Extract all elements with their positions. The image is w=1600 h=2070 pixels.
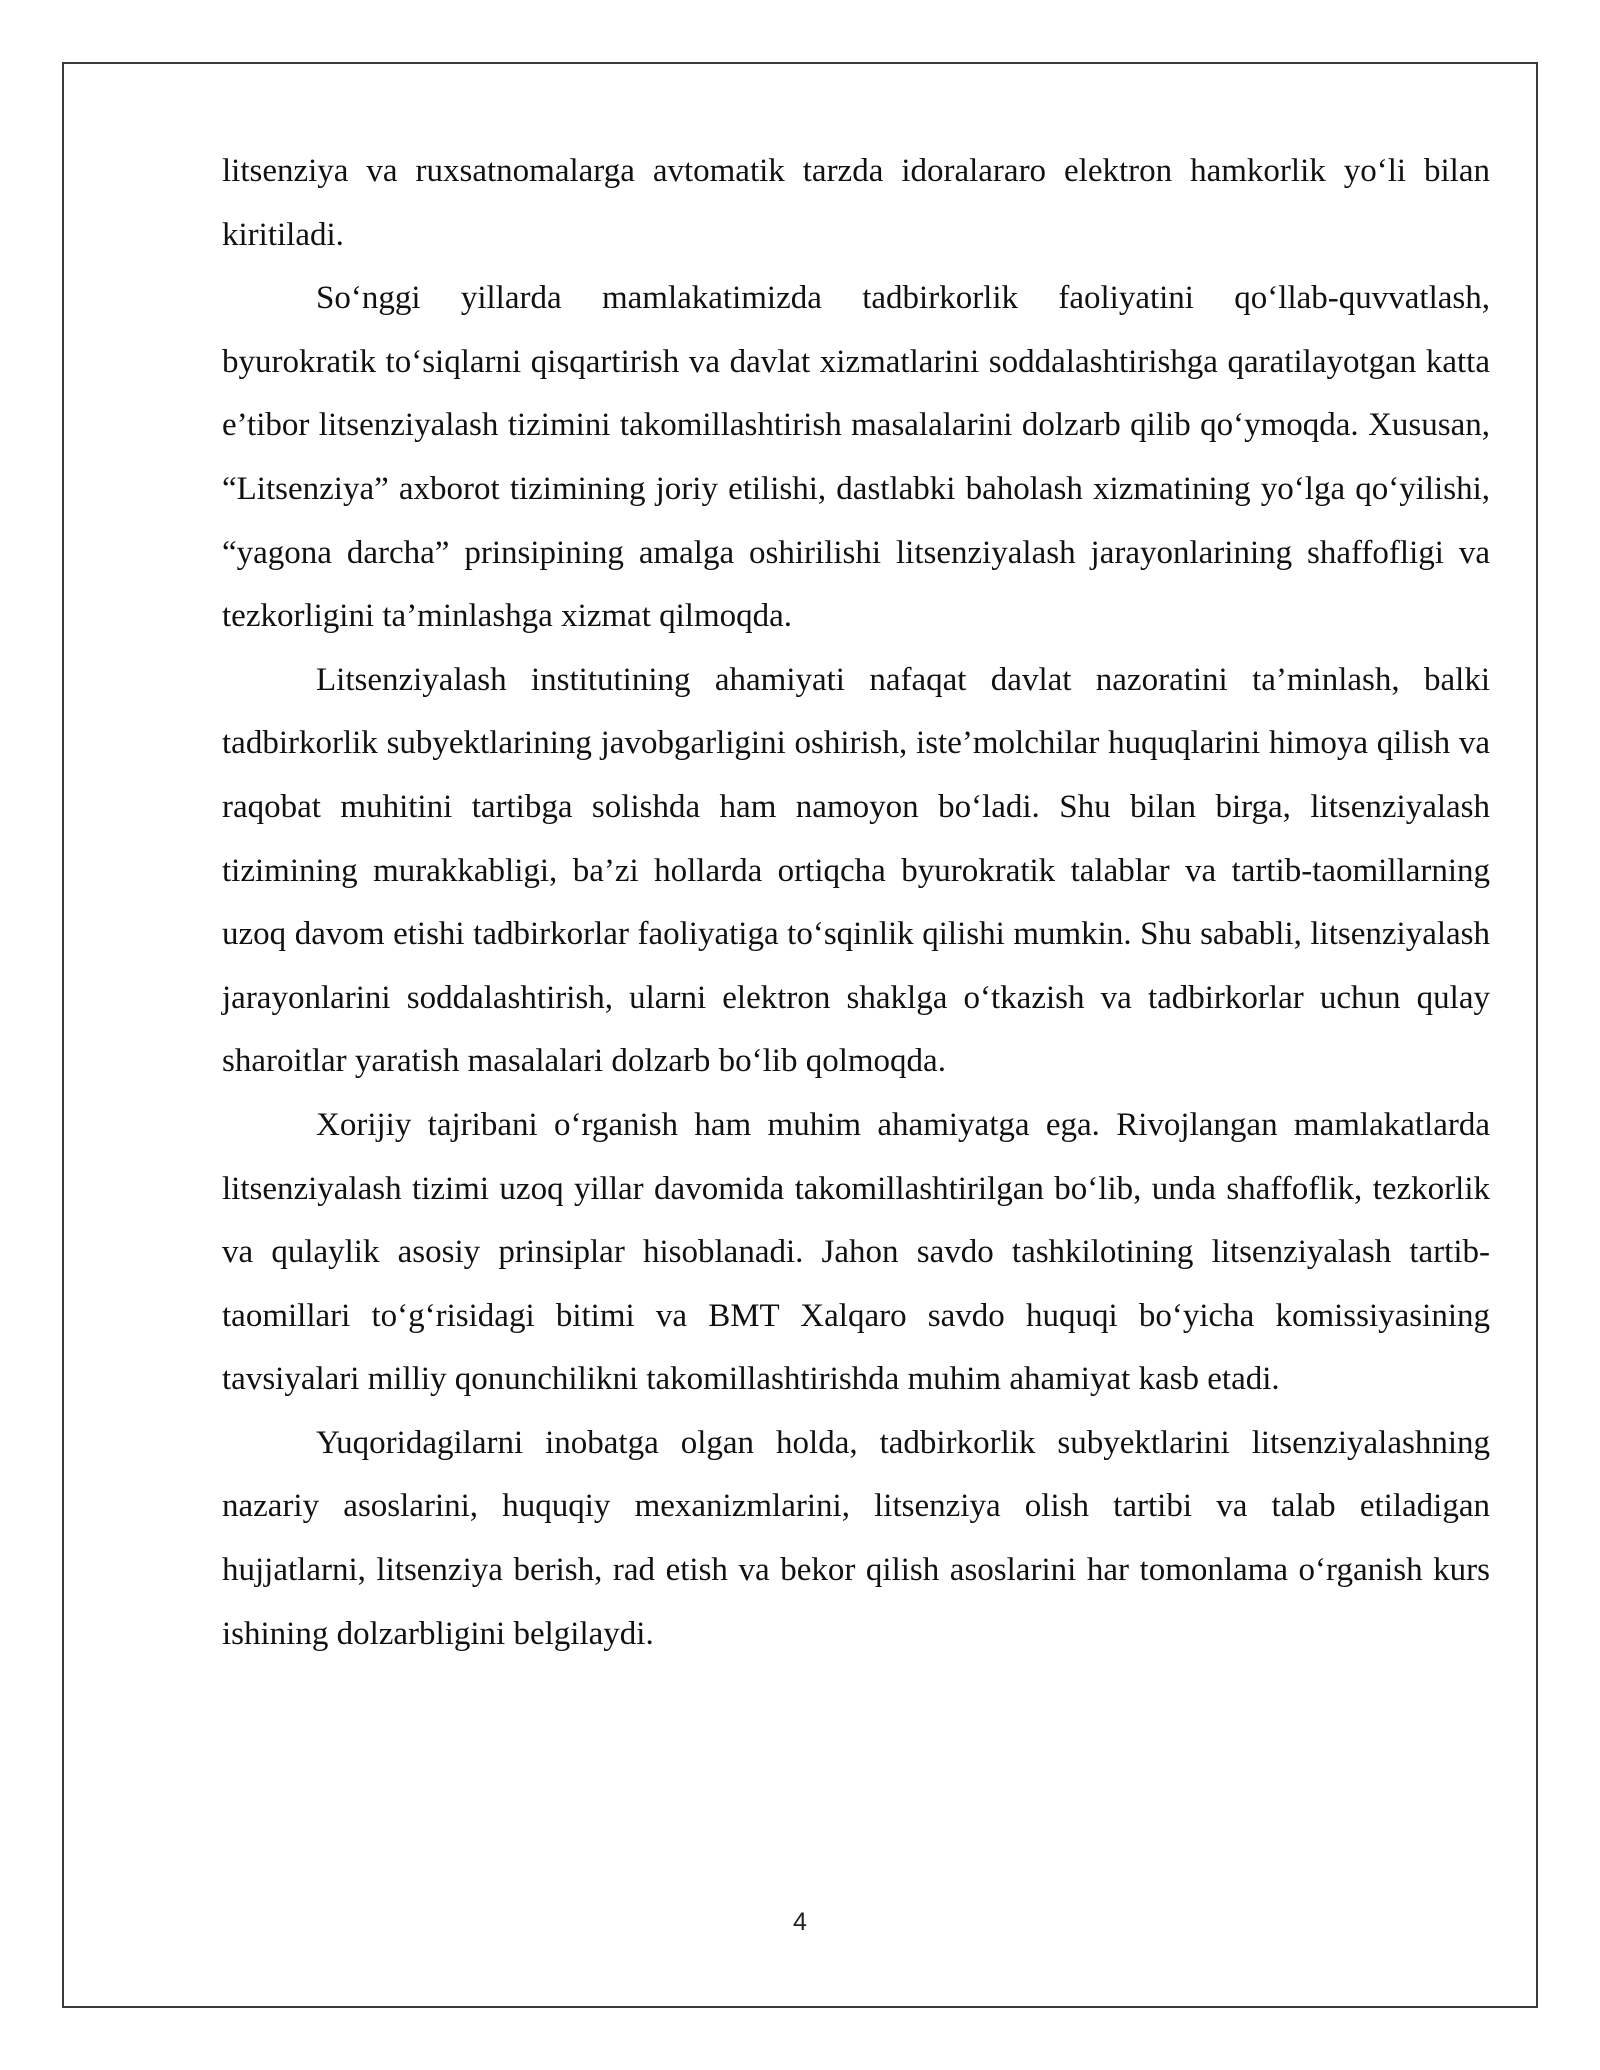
paragraph: Litsenziyalash institutining ahamiyati nafaqat davlat nazoratini ta’minlash, balki tadbirkorlik subyektlarining javobgarligini oshirish, iste’molchilar huquqlarini himoya qilish va raqobat muhitini tartibga solishda ham namoyon bo‘ladi. Shu bilan birga, litsenziyalash tizimining murakkabligi, ba’zi hollarda ortiqcha byurokratik talablar va tartib-taomillarning uzoq davom etishi tadbirkorlar faoliyatiga to‘sqinlik qilishi mumkin. Shu sababli, litsenziyalash jarayonlarini soddalashtirish, ularni elektron shaklga o‘tkazish va tadbirkorlar uchun qulay sharoitlar yaratish masalalari dolzarb bo‘lib qolmoqda.	[222, 661, 1490, 1080]
paragraph-continued: litsenziya va ruxsatnomalarga avtomatik tarzda idoralararo elektron hamkorlik yo‘li bilan kiritiladi.	[222, 153, 1490, 253]
page-number: 4	[793, 1908, 807, 1936]
document-body	[222, 140, 1490, 1666]
paragraph: Xorijiy tajribani o‘rganish ham muhim ahamiyatga ega. Rivojlangan mamlakatlarda litsenziyalash tizimi uzoq yillar davomida takomillashtirilgan bo‘lib, unda shaffoflik, tezkorlik va qulaylik asosiy prinsiplar hisoblanadi. Jahon savdo tashkilotining litsenziyalash tartib-taomillari to‘g‘risidagi bitimi va BMT Xalqaro savdo huquqi bo‘yicha komissiyasining tavsiyalari milliy qonunchilikni takomillashtirishda muhim ahamiyat kasb etadi.	[222, 1106, 1490, 1398]
paragraph: So‘nggi yillarda mamlakatimizda tadbirkorlik faoliyatini qo‘llab-quvvatlash, byurokratik to‘siqlarni qisqartirish va davlat xizmatlarini soddalashtirishga qaratilayotgan katta e’tibor litsenziyalash tizimini takomillashtirish masalalarini dolzarb qilib qo‘ymoqda. Xususan, “Litsenziya” axborot tizimining joriy etilishi, dastlabki baholash xizmatining yo‘lga qo‘yilishi, “yagona darcha” prinsipining amalga oshirilishi litsenziyalash jarayonlarining shaffofligi va tezkorligini ta’minlashga xizmat qilmoqda.	[222, 280, 1490, 635]
paragraph: Yuqoridagilarni inobatga olgan holda, tadbirkorlik subyektlarini litsenziyalashning nazariy asoslarini, huquqiy mexanizmlarini, litsenziya olish tartibi va talab etiladigan hujjatlarni, litsenziya berish, rad etish va bekor qilish asoslarini har tomonlama o‘rganish kurs ishining dolzarbligini belgilaydi.	[222, 1424, 1490, 1652]
